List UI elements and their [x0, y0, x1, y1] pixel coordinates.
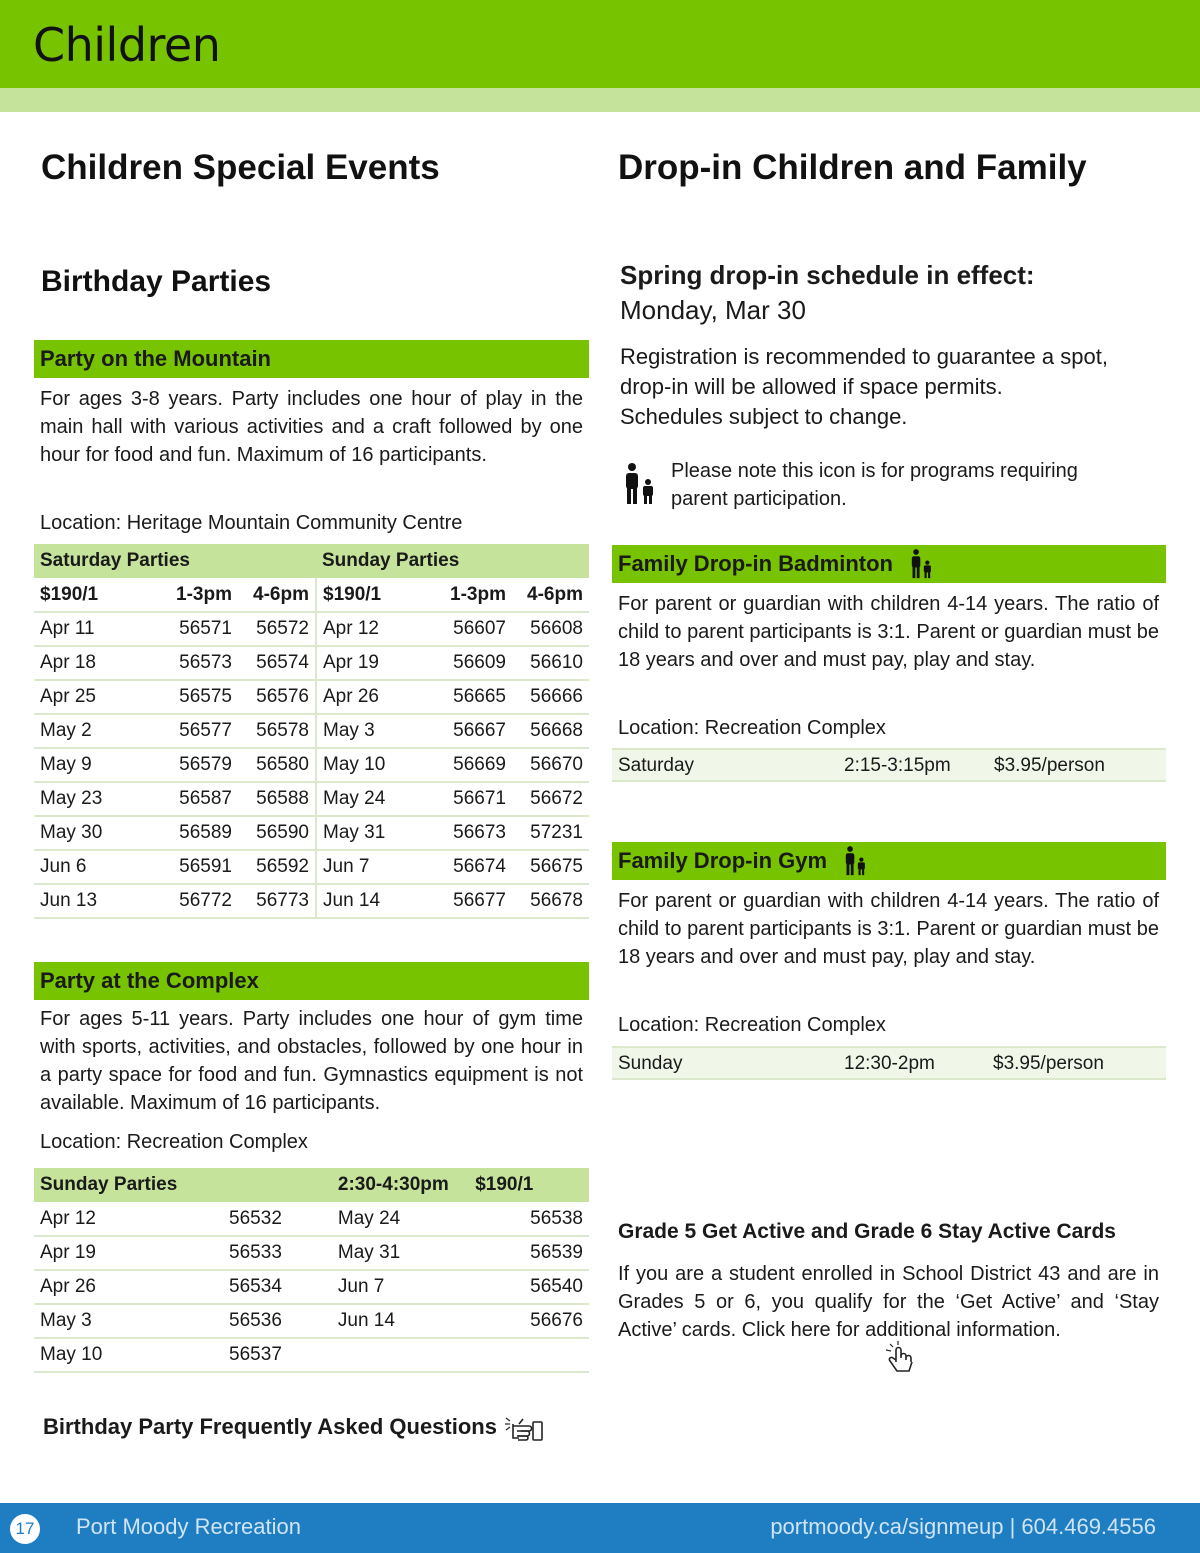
table-cell: 56608 — [512, 612, 589, 646]
table-cell: 56668 — [512, 714, 589, 748]
party-mountain-title-text: Party on the Mountain — [40, 346, 271, 371]
table-row — [34, 1202, 589, 1236]
schedule-price: $3.95/person — [994, 755, 1105, 776]
parent-child-icon — [622, 462, 656, 506]
column-header: $190/1 — [469, 1168, 589, 1202]
table-cell: May 9 — [34, 748, 160, 782]
table-cell: 56532 — [183, 1202, 332, 1236]
table-cell: 56671 — [432, 782, 512, 816]
party-mountain-title — [34, 340, 589, 378]
table-cell: May 30 — [34, 816, 160, 850]
spring-schedule-title: Spring drop-in schedule in effect: — [620, 260, 1035, 290]
table-cell: May 24 — [316, 782, 432, 816]
table-cell: 56591 — [160, 850, 238, 884]
table-cell: Apr 26 — [34, 1270, 183, 1304]
parent-child-icon — [909, 548, 933, 580]
table-cell: 56677 — [432, 884, 512, 918]
schedule-price: $3.95/person — [993, 1053, 1104, 1074]
table-cell: May 3 — [34, 1304, 183, 1338]
spring-schedule-date: Monday, Mar 30 — [620, 295, 806, 325]
party-complex-table-header — [34, 1168, 589, 1202]
table-cell: Jun 13 — [34, 884, 160, 918]
birthday-parties-heading: Birthday Parties — [41, 265, 272, 298]
table-cell: 56669 — [432, 748, 512, 782]
table-row — [34, 816, 589, 850]
table-row — [34, 646, 589, 680]
saturday-parties-header: Saturday Parties — [34, 544, 316, 578]
table-row — [34, 1236, 589, 1270]
badminton-location: Location: Recreation Complex — [618, 717, 886, 739]
schedule-day: Sunday — [618, 1053, 683, 1074]
gym-title-text: Family Drop-in Gym — [618, 848, 828, 873]
table-cell: 56588 — [238, 782, 316, 816]
table-cell: 56539 — [469, 1236, 589, 1270]
party-complex-title — [34, 962, 589, 1000]
table-cell: 56578 — [238, 714, 316, 748]
left-column-heading: Children Special Events — [41, 148, 440, 187]
page-number: 17 — [10, 1514, 40, 1544]
table-cell: 56577 — [160, 714, 238, 748]
table-cell — [332, 1338, 469, 1372]
table-row — [34, 612, 589, 646]
table-row — [34, 1304, 589, 1338]
schedule-time: 2:15-3:15pm — [844, 755, 951, 776]
party-complex-description: For ages 5-11 years. Party includes one hour of gym time with sports, activities, and obstacles, followed by one hour in a party space for food and fun. Gymnastics equipment is not available. Maximum of 16 participants. — [40, 1008, 583, 1114]
table-cell: 56580 — [238, 748, 316, 782]
gym-description: For parent or guardian with children 4-14 years. The ratio of child to parent participants is 3:1. Parent or guardian must be 18 years and over and must pay, play and stay. — [618, 890, 1159, 968]
column-header: 4-6pm — [512, 578, 589, 612]
party-mountain-description: For ages 3-8 years. Party includes one hour of play in the main hall with various activities and a craft followed by one hour for food and fun. Maximum of 16 participants. — [40, 388, 583, 466]
column-header: 4-6pm — [238, 578, 316, 612]
table-cell: 56678 — [512, 884, 589, 918]
table-row — [34, 782, 589, 816]
schedule-time: 12:30-2pm — [844, 1053, 935, 1074]
party-mountain-column-headers — [34, 578, 589, 612]
column-header — [183, 1168, 332, 1202]
table-cell: Apr 12 — [316, 612, 432, 646]
table-cell: 56537 — [183, 1338, 332, 1372]
badminton-title — [612, 545, 1166, 583]
active-cards-description: If you are a student enrolled in School District 43 and are in Grades 5 or 6, you qualify for the ‘Get Active’ and ‘Stay Active’ cards. Click here for additional information. — [618, 1263, 1159, 1341]
active-cards-title: Grade 5 Get Active and Grade 6 Stay Active Cards — [618, 1220, 1116, 1243]
table-cell: 56773 — [238, 884, 316, 918]
table-cell: 56574 — [238, 646, 316, 680]
table-cell: May 23 — [34, 782, 160, 816]
table-row — [34, 714, 589, 748]
table-cell: 56675 — [512, 850, 589, 884]
column-header: 1-3pm — [160, 578, 238, 612]
table-cell: 56534 — [183, 1270, 332, 1304]
table-cell: Jun 14 — [332, 1304, 469, 1338]
column-header: 1-3pm — [432, 578, 512, 612]
table-cell: 56573 — [160, 646, 238, 680]
table-cell: Apr 19 — [316, 646, 432, 680]
table-cell: 56672 — [512, 782, 589, 816]
page-title: Children — [33, 18, 221, 72]
table-cell: 56576 — [238, 680, 316, 714]
table-cell: 56674 — [432, 850, 512, 884]
table-cell: May 31 — [316, 816, 432, 850]
table-cell: 56609 — [432, 646, 512, 680]
table-cell: 56572 — [238, 612, 316, 646]
table-cell: 56590 — [238, 816, 316, 850]
badminton-title-text: Family Drop-in Badminton — [618, 551, 893, 576]
faq-link-text: Birthday Party Frequently Asked Questions — [43, 1414, 497, 1439]
party-mountain-location: Location: Heritage Mountain Community Centre — [40, 512, 463, 534]
table-row — [34, 748, 589, 782]
table-cell: 56533 — [183, 1236, 332, 1270]
table-cell: 56670 — [512, 748, 589, 782]
table-cell: Apr 11 — [34, 612, 160, 646]
table-cell: Apr 26 — [316, 680, 432, 714]
faq-link[interactable] — [43, 1412, 547, 1442]
column-header: Sunday Parties — [34, 1168, 183, 1202]
table-cell: 56607 — [432, 612, 512, 646]
table-cell: 56673 — [432, 816, 512, 850]
table-cell: Apr 19 — [34, 1236, 183, 1270]
pointing-hand-icon — [503, 1412, 547, 1442]
table-cell: 56587 — [160, 782, 238, 816]
top-banner-strip — [0, 88, 1200, 112]
party-complex-location: Location: Recreation Complex — [40, 1131, 308, 1153]
footer-contact-link[interactable]: portmoody.ca/signmeup | 604.469.4556 — [770, 1514, 1156, 1539]
footer-organization: Port Moody Recreation — [76, 1514, 301, 1539]
table-cell: 56772 — [160, 884, 238, 918]
table-cell: 56666 — [512, 680, 589, 714]
badminton-schedule-row — [612, 748, 1166, 782]
table-cell: 56610 — [512, 646, 589, 680]
parent-participation-note: parent participation. — [671, 488, 847, 510]
registration-note-line: drop-in will be allowed if space permits. — [620, 374, 1003, 399]
table-cell: 57231 — [512, 816, 589, 850]
column-header: 2:30-4:30pm — [332, 1168, 469, 1202]
table-cell: May 2 — [34, 714, 160, 748]
table-row — [34, 1270, 589, 1304]
registration-note-line: Schedules subject to change. — [620, 404, 908, 429]
table-row — [34, 680, 589, 714]
party-complex-table — [34, 1168, 589, 1373]
table-cell: 56667 — [432, 714, 512, 748]
table-cell: Jun 6 — [34, 850, 160, 884]
schedule-day: Saturday — [618, 755, 695, 776]
right-column-heading: Drop-in Children and Family — [618, 148, 1087, 187]
column-header: $190/1 — [316, 578, 432, 612]
table-cell: 56575 — [160, 680, 238, 714]
table-cell: May 3 — [316, 714, 432, 748]
party-mountain-table-header — [34, 544, 589, 578]
gym-schedule-row — [612, 1046, 1166, 1080]
table-cell: 56571 — [160, 612, 238, 646]
table-cell: 56665 — [432, 680, 512, 714]
badminton-description: For parent or guardian with children 4-14 years. The ratio of child to parent participants is 3:1. Parent or guardian must be 18 years and over and must pay, play and stay. — [618, 593, 1159, 671]
table-cell: 56538 — [469, 1202, 589, 1236]
table-cell: Jun 7 — [332, 1270, 469, 1304]
table-cell: 56540 — [469, 1270, 589, 1304]
table-cell: Apr 18 — [34, 646, 160, 680]
table-cell: Jun 14 — [316, 884, 432, 918]
parent-child-icon — [843, 845, 867, 877]
table-cell: May 10 — [34, 1338, 183, 1372]
gym-title — [612, 842, 1166, 880]
party-complex-title-text: Party at the Complex — [40, 968, 259, 993]
pointing-hand-icon[interactable] — [882, 1340, 922, 1376]
table-cell: 56676 — [469, 1304, 589, 1338]
table-cell: 56589 — [160, 816, 238, 850]
table-cell — [469, 1338, 589, 1372]
table-cell: Apr 12 — [34, 1202, 183, 1236]
table-cell: Apr 25 — [34, 680, 160, 714]
table-cell: May 24 — [332, 1202, 469, 1236]
table-cell: 56536 — [183, 1304, 332, 1338]
party-mountain-table — [34, 544, 589, 919]
table-cell: May 31 — [332, 1236, 469, 1270]
parent-participation-note: Please note this icon is for programs requiring — [671, 460, 1078, 482]
table-row — [34, 1338, 589, 1372]
registration-note-line: Registration is recommended to guarantee a spot, — [620, 344, 1108, 369]
table-row — [34, 884, 589, 918]
sunday-parties-header: Sunday Parties — [316, 544, 589, 578]
column-header: $190/1 — [34, 578, 160, 612]
table-row — [34, 850, 589, 884]
table-cell: Jun 7 — [316, 850, 432, 884]
table-cell: May 10 — [316, 748, 432, 782]
table-cell: 56592 — [238, 850, 316, 884]
table-cell: 56579 — [160, 748, 238, 782]
gym-location: Location: Recreation Complex — [618, 1014, 886, 1036]
